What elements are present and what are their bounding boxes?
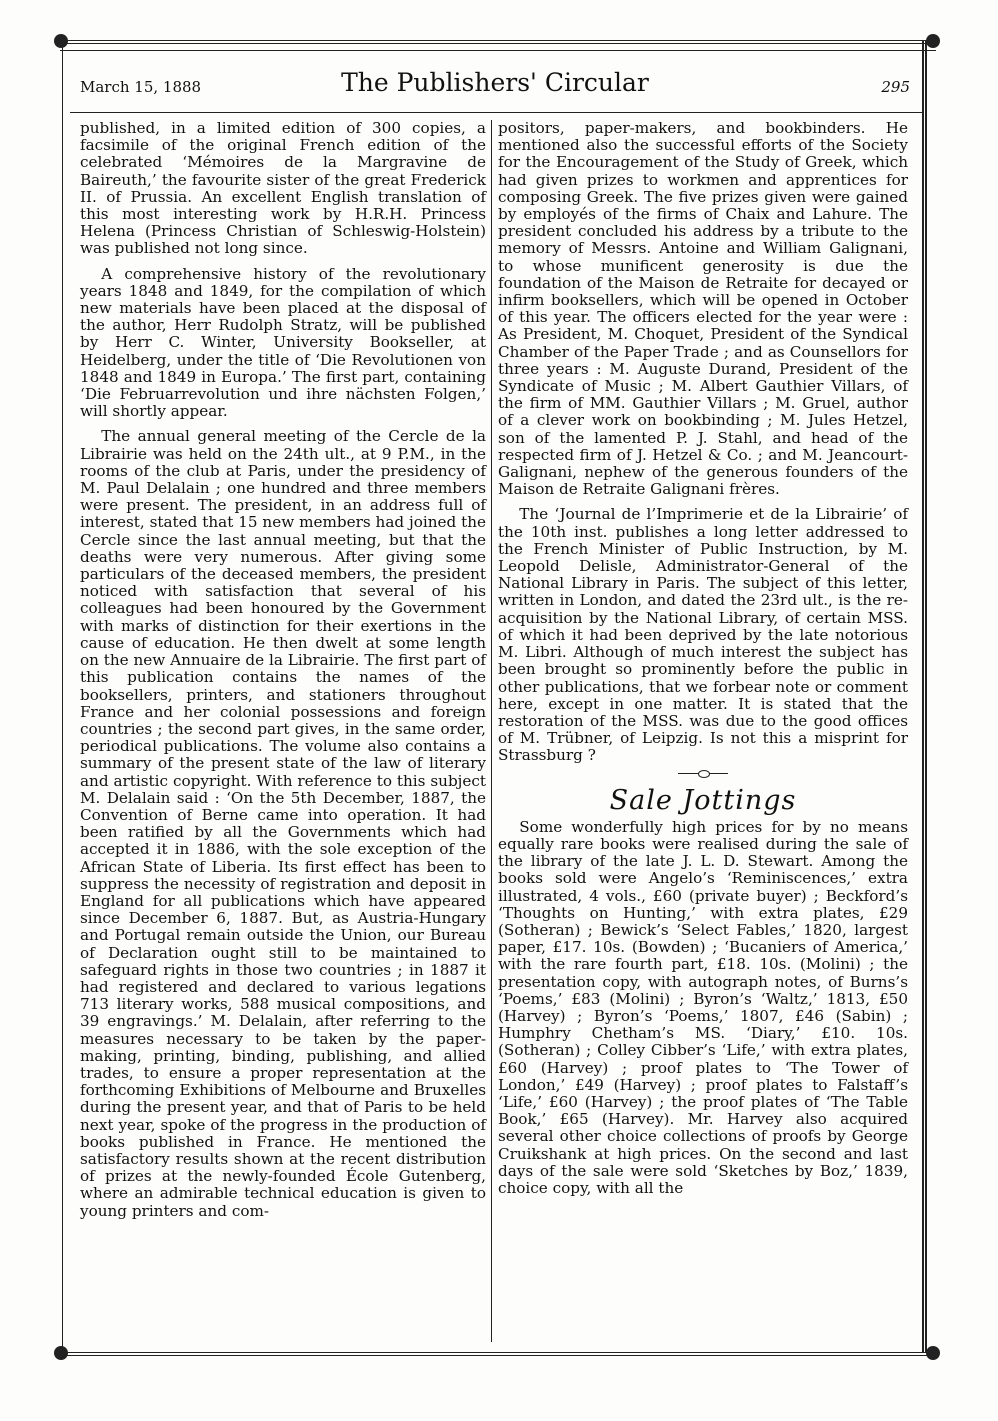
- frame-bottom-rule: [60, 1352, 936, 1356]
- column-divider: [491, 120, 492, 1342]
- paragraph: The ‘Journal de l’Imprimerie et de la Librairie’ of the 10th inst. publishes a long letter addressed to the French Minister of Public Instruction, by M. Leopold Delisle, Administrator-General of the National Library in Paris. The subject of this letter, written in London, and dated the 23rd ult., is the re-acquisition by the National Library, of certain MSS. of which it had been deprived by the late notorious M. Libri. Although of much interest the subject has been brought so prominently before the public in other publications, that we forbear note or comment here, except in one matter. It is stated that the restoration of the MSS. was due to the good offices of M. Trübner, of Leipzig. Is not this a misprint for Strassburg ?: [498, 505, 908, 765]
- paragraph: A comprehensive history of the revolutionary years 1848 and 1849, for the compilation of which new materials have been placed at the disposal of the author, Herr Rudolph Stratz, will be published by Herr C. Winter, University Bookseller, at Heidelberg, under the title of ‘Die Revolutionen von 1848 and 1849 in Europa.’ The first part, containing ‘Die Februarrevolution und ihre nächsten Folgen,’ will shortly appear.: [80, 264, 486, 421]
- paragraph: Some wonderfully high prices for by no means equally rare books were realised during the sale of the library of the late J. L. D. Stewart. Among the books sold were Angelo’s ‘Reminiscences,’ extra illustrated, 4 vols., £60 (private buyer) ; Beckford’s ‘Thoughts on Hunting,’ with extra plates, £29 (Sotheran) ; Bewick’s ‘Select Fables,’ 1820, largest paper, £17. 10s. (Bowden) ; ‘Bucaniers of America,’ with the rare fourth part, £18. 10s. (Molini) ; the presentation copy, with autograph notes, of Burns’s ‘Poems,’ £83 (Molini) ; Byron’s ‘Waltz,’ 1813, £50 (Harvey) ; Byron’s ‘Poems,’ 1807, £46 (Sabin) ; Humphry Chetham’s MS. ‘Diary,’ £10. 10s. (Sotheran) ; Colley Cibber’s ‘Life,’ with extra plates, £60 (Harvey) ; proof plates to ‘The Tower of London,’ £49 (Harvey) ; proof plates to Falstaff’s ‘Life,’ £60 (Harvey) ; the proof plates of ‘The Table Book,’ £65 (Harvey). Mr. Harvey also acquired several other choice collections of proofs by George Cruikshank at high prices. On the second and last days of the sale were sold ‘Sketches by Boz,’ 1839, choice copy, with all the: [498, 817, 908, 1197]
- header-rule: [70, 112, 922, 113]
- paragraph: positors, paper-makers, and bookbinders. He mentioned also the successful efforts of the Society for the Encouragement of the Study of Greek, which had given prizes to workmen and apprentices for composing Greek. The five prizes given were gained by employés of the firms of Chaix and Lahure. The president concluded his address by a tribute to the memory of Messrs. Antoine and William Galignani, to whose munificent generosity is due the foundation of the Maison de Retraite for decayed or infirm booksellers, which will be opened in October of this year. The officers elected for the year were : As President, M. Choquet, President of the Syndical Chamber of the Paper Trade ; and as Counsellors for three years : M. Auguste Durand, President of the Syndicate of Music ; M. Albert Gauthier Villars, of the firm of MM. Gauthier Villars ; M. Gruel, author of a clever work on bookbinding ; M. Jules Hetzel, son of the lamented P. J. Stahl, and head of the respected firm of J. Hetzel & Co. ; and M. Jeancourt-Galignani, nephew of the generous founders of the Maison de Retraite Galignani frères.: [498, 119, 908, 499]
- corner-ornament-icon: [54, 34, 68, 48]
- section-title: Sale Jottings: [609, 784, 797, 816]
- page-title: The Publishers' Circular: [341, 68, 649, 97]
- corner-ornament-icon: [926, 34, 940, 48]
- section-separator: [678, 773, 728, 774]
- paragraph: The annual general meeting of the Cercle de la Librairie was held on the 24th ult., at 9 P.M., in the rooms of the club at Paris, under the presidency of M. Paul Delalain ; one hundred and three members were present. The president, in an address full of interest, stated that 15 new members had joined the Cercle since the last annual meeting, but that the deaths were very numerous. After giving some particulars of the deceased members, the president noticed with satisfaction that several of his colleagues had been honoured by the Government with marks of distinction for their exertions in the cause of education. He then dwelt at some length on the new Annuaire de la Librairie. The first part of this publication contains the names of the booksellers, printers, and stationers throughout France and her colonial possessions and foreign countries ; the second part gives, in the same order, periodical publications. The volume also contains a summary of the present state of the law of literary and artistic copyright. With reference to this subject M. Delalain said : ‘On the 5th December, 1887, the Convention of Berne came into operation. It had been ratified by all the Governments which had accepted it in 1886, with the sole exception of the African State of Liberia. Its first effect has been to suppress the necessity of registration and deposit in England for all publications which have appeared since December 6, 1887. But, as Austria-Hungary and Portugal remain outside the Union, our Bureau of Declaration ought still to be maintained to safeguard rights in those two countries ; in 1887 it had registered and declared to various legations 713 literary works, 588 musical compositions, and 39 engravings.’ M. Delalain, after referring to the measures necessary to be taken by the paper-making, printing, binding, publishing, and allied trades, to ensure a proper representation at the forthcoming Exhibitions of Melbourne and Bruxelles during the present year, and that of Paris to be held next year, spoke of the progress in the production of books published in France. He mentioned the satisfactory results shown at the recent distribution of prizes at the newly-founded École Gutenberg, where an admirable technical education is given to young printers and com-: [80, 427, 486, 1220]
- frame-right-rule: [922, 40, 927, 1352]
- paragraph: published, in a limited edition of 300 copies, a facsimile of the original French edition of the celebrated ‘Mémoires de la Margravine de Baireuth,’ the favourite sister of the great Frederick II. of Prussia. An excellent English translation of this most interesting work by H.R.H. Princess Helena (Princess Christian of Schleswig-Holstein) was published not long since.: [80, 119, 486, 258]
- frame-left-rule: [62, 40, 63, 1352]
- page-header: [80, 68, 910, 104]
- right-column: [498, 120, 908, 1205]
- corner-ornament-icon: [54, 1346, 68, 1360]
- left-column: [80, 120, 486, 1228]
- corner-ornament-icon: [926, 1346, 940, 1360]
- frame-top-rule-inner: [60, 50, 936, 51]
- header-date: March 15, 1888: [80, 78, 202, 96]
- frame-top-rule: [60, 40, 936, 44]
- page-number: 295: [881, 78, 910, 96]
